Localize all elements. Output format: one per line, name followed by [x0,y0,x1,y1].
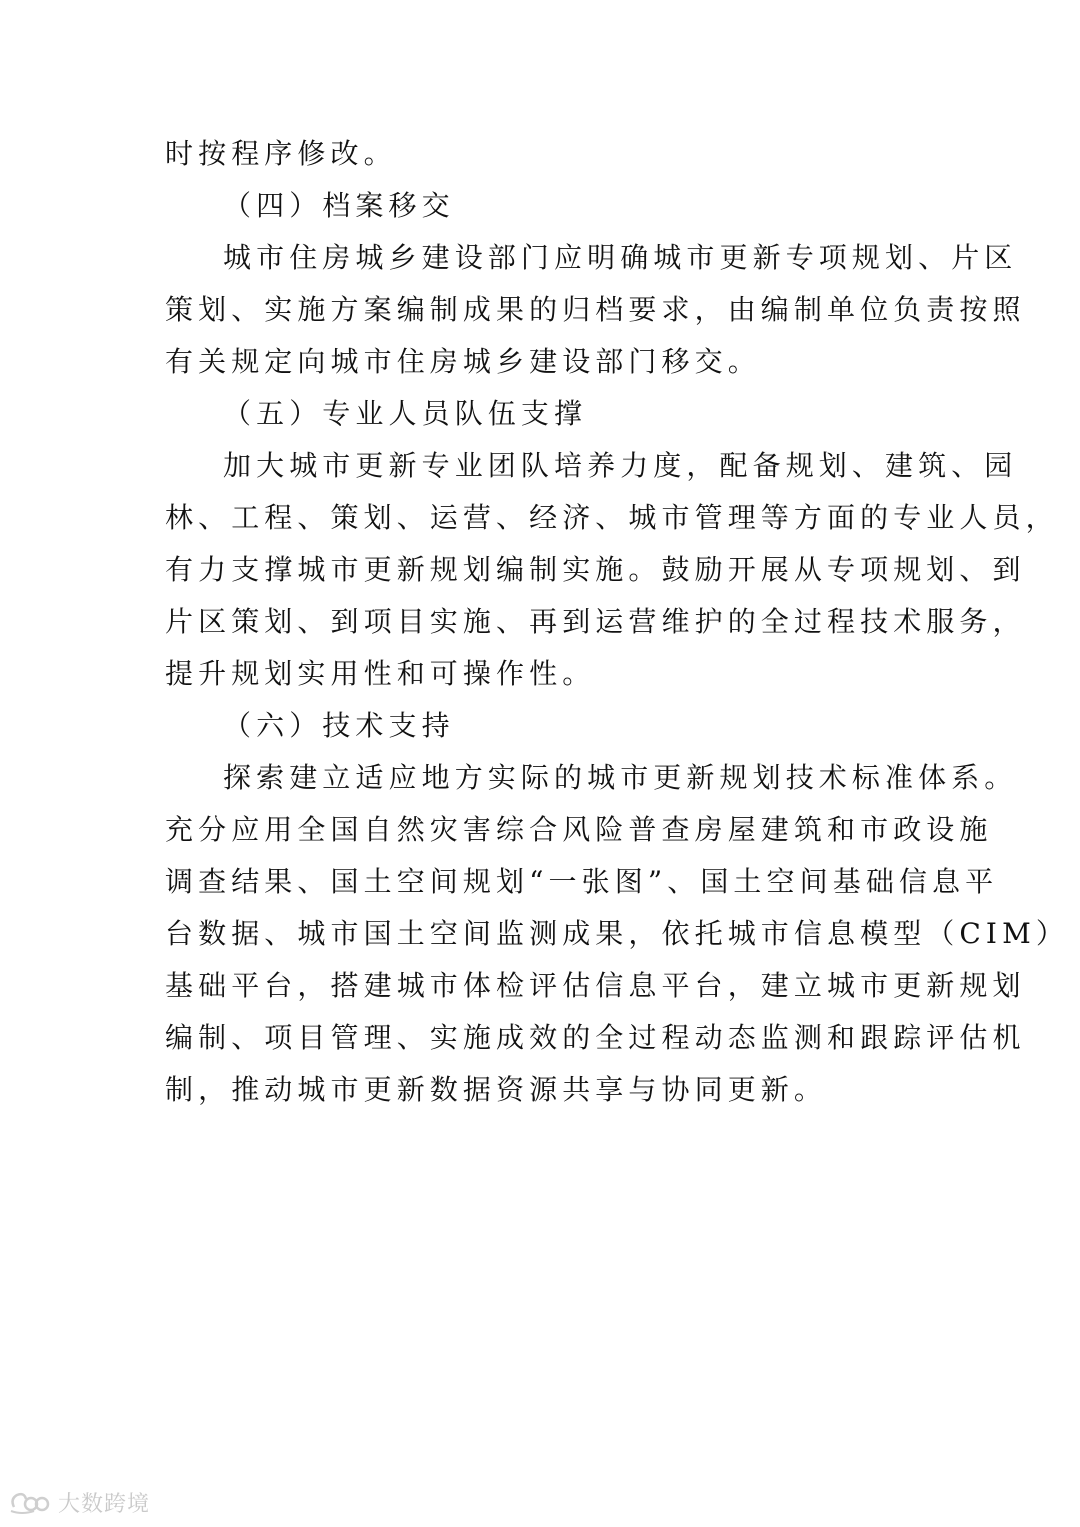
body-line: 台数据、城市国土空间监测成果，依托城市信息模型（CIM） [165,917,1069,950]
section-heading-professional-team: （五）专业人员队伍支撑 [223,397,588,430]
watermark-logo-icon [8,1489,52,1515]
body-line: 城市住房城乡建设部门应明确城市更新专项规划、片区 [223,241,1018,274]
body-line: 加大城市更新专业团队培养力度，配备规划、建筑、园 [223,449,1018,482]
body-line: 时按程序修改。 [165,137,397,170]
section-heading-archive-transfer: （四）档案移交 [223,189,455,222]
body-line: 策划、实施方案编制成果的归档要求，由编制单位负责按照 [165,293,1026,326]
watermark [8,1486,150,1518]
body-line: 片区策划、到项目实施、再到运营维护的全过程技术服务， [165,605,1026,638]
body-line: 林、工程、策划、运营、经济、城市管理等方面的专业人员， [165,501,1059,534]
section-heading-technical-support: （六）技术支持 [223,709,455,742]
body-line: 有关规定向城市住房城乡建设部门移交。 [165,345,761,378]
body-line: 有力支撑城市更新规划编制实施。鼓励开展从专项规划、到 [165,553,1026,586]
watermark-text: 大数跨境 [58,1491,151,1517]
document-body [165,128,1069,1116]
body-line: 制，推动城市更新数据资源共享与协同更新。 [165,1073,828,1106]
body-line: 探索建立适应地方实际的城市更新规划技术标准体系。 [223,761,1018,794]
body-line: 编制、项目管理、实施成效的全过程动态监测和跟踪评估机 [165,1021,1026,1054]
body-line: 充分应用全国自然灾害综合风险普查房屋建筑和市政设施 [165,813,993,846]
body-line: 基础平台，搭建城市体检评估信息平台，建立城市更新规划 [165,969,1026,1002]
body-line: 提升规划实用性和可操作性。 [165,657,596,690]
body-line: 调查结果、国土空间规划“一张图”、国土空间基础信息平 [165,865,999,898]
